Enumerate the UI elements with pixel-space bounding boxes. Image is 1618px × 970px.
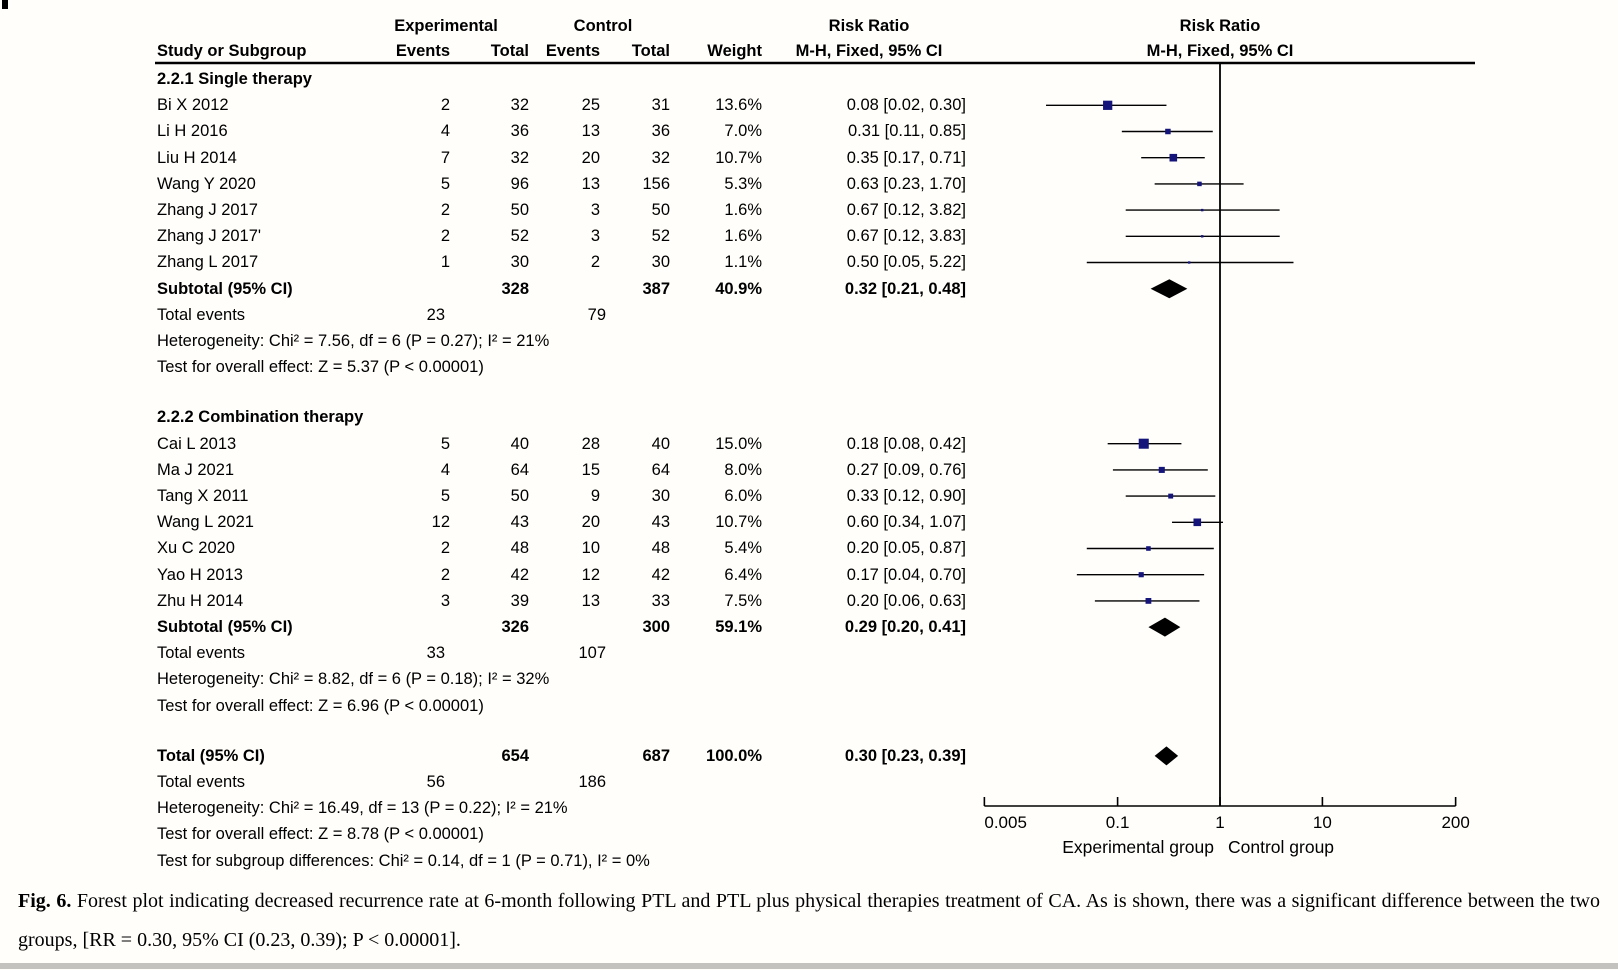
weight-value: 7.5%: [724, 591, 762, 610]
risk-ratio-ci-text: 0.20 [0.05, 0.87]: [846, 539, 966, 558]
effect-marker: [1201, 235, 1203, 237]
risk-ratio-ci-text: 0.18 [0.08, 0.42]: [846, 434, 966, 453]
ctl-events-value: 20: [581, 513, 600, 532]
risk-ratio-ci-text: 0.60 [0.34, 1.07]: [846, 513, 966, 532]
weight-value: 5.4%: [724, 539, 762, 558]
total-events-ctl: 107: [578, 644, 606, 663]
risk-ratio-header-left: Risk Ratio: [828, 17, 910, 35]
page-bottom-rule: [0, 963, 1618, 969]
x-axis-tick-label: 0.005: [984, 813, 1027, 832]
x-axis-tick-label: 0.1: [1105, 813, 1130, 832]
x-axis-tick-label: 200: [1441, 813, 1470, 832]
exp-events-value: 2: [440, 565, 450, 584]
ctl-total-value: 30: [651, 253, 670, 272]
exp-events-value: 5: [440, 487, 450, 505]
ctl-events-value: 12: [581, 565, 600, 584]
exp-events-value: 5: [440, 434, 450, 453]
method-header-left: M-H, Fixed, 95% CI: [795, 42, 943, 60]
axis-right-caption: Control group: [1228, 837, 1335, 857]
risk-ratio-ci-text: 0.31 [0.11, 0.85]: [847, 122, 966, 141]
risk-ratio-ci-text: 0.35 [0.17, 0.71]: [846, 148, 966, 167]
study-label: Wang L 2021: [157, 513, 254, 532]
study-label: Ma J 2021: [157, 460, 235, 479]
subtotal-ci-text: 0.32 [0.21, 0.48]: [844, 279, 966, 298]
ctl-events-value: 25: [581, 96, 600, 115]
effect-marker: [1197, 182, 1202, 187]
exp-total-value: 52: [510, 227, 529, 246]
ctl-total-value: 33: [651, 591, 670, 610]
heterogeneity-text: Heterogeneity: Chi² = 16.49, df = 13 (P = 0.22); I² = 21%: [157, 799, 568, 818]
ctl-events-value: 3: [590, 227, 600, 246]
exp-total-value: 64: [510, 460, 529, 479]
ctl-events-value: 28: [581, 434, 600, 453]
total-events-label: Total events: [157, 305, 246, 324]
ctl-events-value: 15: [581, 460, 600, 479]
risk-ratio-ci-text: 0.20 [0.06, 0.63]: [846, 591, 966, 610]
subgroup-heading: 2.2.2 Combination therapy: [157, 408, 364, 427]
ctl-total-value: 50: [651, 201, 670, 219]
total-events-exp: 33: [426, 644, 445, 663]
weight-value: 5.3%: [724, 174, 762, 193]
exp-events-value: 1: [440, 253, 450, 272]
exp-total-value: 39: [510, 591, 529, 610]
study-label: Li H 2016: [157, 122, 228, 141]
total-events-exp: 56: [426, 773, 445, 791]
risk-ratio-ci-text: 0.08 [0.02, 0.30]: [846, 96, 966, 115]
exp-total-value: 30: [510, 253, 529, 272]
ctl-events-value: 2: [590, 253, 600, 272]
overall-effect-text: Test for overall effect: Z = 5.37 (P < 0.00001): [157, 358, 484, 377]
weight-value: 13.6%: [715, 96, 762, 115]
exp-events-value: 3: [440, 591, 450, 610]
grand-total-weight: 100.0%: [706, 746, 762, 765]
effect-marker: [1103, 101, 1112, 110]
effect-marker: [1168, 494, 1173, 499]
total-events-ctl: 79: [587, 305, 606, 324]
effect-marker: [1170, 154, 1178, 162]
total-events-label: Total events: [157, 644, 246, 663]
study-label: Zhu H 2014: [157, 591, 244, 610]
control-group-header: Control: [573, 17, 633, 35]
weight-value: 15.0%: [715, 434, 762, 453]
ctl-total-value: 31: [651, 96, 670, 115]
total-events-ctl: 186: [578, 773, 606, 791]
ctl-events-value: 9: [590, 487, 600, 505]
ctl-events-value: 3: [590, 201, 600, 219]
exp-events-value: 7: [440, 148, 450, 167]
ctl-total-value: 48: [651, 539, 670, 558]
grand-total-ci-text: 0.30 [0.23, 0.39]: [844, 746, 966, 765]
study-column-header: Study or Subgroup: [157, 42, 307, 60]
x-axis-tick-label: 10: [1312, 813, 1332, 832]
risk-ratio-ci-text: 0.50 [0.05, 5.22]: [846, 253, 966, 272]
total-events-label: Total events: [157, 773, 246, 791]
exp-events-value: 2: [440, 96, 450, 115]
risk-ratio-header-right: Risk Ratio: [1179, 17, 1261, 35]
ctl-total-value: 52: [651, 227, 670, 246]
figure-caption: [18, 882, 1600, 960]
pooled-diamond: [1151, 279, 1188, 298]
study-label: Cai L 2013: [157, 434, 237, 453]
subtotal-label: Subtotal (95% CI): [157, 279, 293, 298]
risk-ratio-ci-text: 0.67 [0.12, 3.83]: [846, 227, 966, 246]
study-label: Bi X 2012: [157, 96, 229, 115]
risk-ratio-ci-text: 0.63 [0.23, 1.70]: [846, 174, 966, 193]
pooled-diamond: [1155, 746, 1178, 765]
risk-ratio-ci-text: 0.33 [0.12, 0.90]: [846, 487, 966, 505]
exp-total-value: 43: [510, 513, 529, 532]
weight-value: 6.0%: [724, 487, 762, 505]
study-label: Tang X 2011: [157, 487, 249, 505]
exp-total-value: 50: [510, 487, 529, 505]
ctl-total-value: 42: [651, 565, 670, 584]
ctl-events-value: 10: [581, 539, 600, 558]
exp-events-value: 12: [431, 513, 450, 532]
study-label: Zhang J 2017: [157, 201, 258, 219]
study-label: Yao H 2013: [157, 565, 243, 584]
exp-total-value: 32: [510, 96, 529, 115]
exp-total-value: 36: [510, 122, 529, 141]
x-axis-tick-label: 1: [1215, 813, 1225, 832]
exp-events-value: 2: [440, 227, 450, 246]
weight-value: 6.4%: [724, 565, 762, 584]
exp-total-value: 32: [510, 148, 529, 167]
ctl-total-value: 64: [651, 460, 670, 479]
exp-events-value: 2: [440, 201, 450, 219]
scan-artifact: [2, 0, 8, 9]
total-events-exp: 23: [426, 305, 445, 324]
exp-total-value: 48: [510, 539, 529, 558]
study-label: Zhang J 2017': [157, 227, 262, 246]
heterogeneity-text: Heterogeneity: Chi² = 8.82, df = 6 (P = 0.18); I² = 32%: [157, 670, 550, 689]
effect-marker: [1139, 572, 1144, 577]
subtotal-exp-total: 328: [501, 279, 529, 298]
subtotal-ctl-total: 387: [642, 279, 670, 298]
ctl-total-value: 40: [651, 434, 670, 453]
weight-value: 8.0%: [724, 460, 762, 479]
exp-total-value: 40: [510, 434, 529, 453]
study-label: Wang Y 2020: [157, 174, 256, 193]
overall-effect-text: Test for overall effect: Z = 6.96 (P < 0.00001): [157, 696, 484, 715]
subgroup-differences-text: Test for subgroup differences: Chi² = 0.14, df = 1 (P = 0.71), I² = 0%: [157, 851, 650, 870]
ctl-events-value: 13: [581, 122, 600, 141]
exp-events-value: 5: [440, 174, 450, 193]
ctl-total-value: 30: [651, 487, 670, 505]
heterogeneity-text: Heterogeneity: Chi² = 7.56, df = 6 (P = 0.27); I² = 21%: [157, 332, 550, 350]
ctl-total-value: 36: [651, 122, 670, 141]
effect-marker: [1193, 519, 1201, 527]
subtotal-exp-total: 326: [501, 618, 529, 636]
figure-caption-label: Fig. 6.: [18, 890, 72, 912]
risk-ratio-ci-text: 0.67 [0.12, 3.82]: [846, 201, 966, 219]
effect-marker: [1159, 467, 1165, 473]
ctl-events-value: 13: [581, 591, 600, 610]
exp-total-value: 50: [510, 201, 529, 219]
exp-events-value: 4: [440, 460, 450, 479]
effect-marker: [1139, 439, 1149, 449]
ctl-total-column-header: Total: [631, 42, 670, 60]
exp-total-column-header: Total: [490, 42, 529, 60]
axis-left-caption: Experimental group: [1062, 837, 1214, 857]
weight-value: 1.1%: [724, 253, 762, 272]
method-header-right: M-H, Fixed, 95% CI: [1146, 42, 1294, 60]
ctl-events-value: 20: [581, 148, 600, 167]
ctl-total-value: 156: [642, 174, 670, 193]
effect-marker: [1146, 598, 1152, 604]
effect-marker: [1201, 209, 1203, 211]
weight-value: 7.0%: [724, 122, 762, 141]
risk-ratio-ci-text: 0.17 [0.04, 0.70]: [846, 565, 966, 584]
weight-value: 10.7%: [715, 513, 762, 532]
risk-ratio-ci-text: 0.27 [0.09, 0.76]: [846, 460, 966, 479]
subgroup-heading: 2.2.1 Single therapy: [157, 70, 312, 88]
weight-value: 1.6%: [724, 201, 762, 219]
grand-total-label: Total (95% CI): [157, 746, 265, 765]
study-label: Zhang L 2017: [157, 253, 259, 272]
ctl-total-value: 32: [651, 148, 670, 167]
study-label: Liu H 2014: [157, 148, 237, 167]
subtotal-weight: 59.1%: [715, 618, 762, 636]
grand-total-exp-total: 654: [501, 746, 529, 765]
weight-column-header: Weight: [707, 42, 762, 60]
experimental-group-header: Experimental: [394, 17, 498, 35]
pooled-diamond: [1148, 618, 1180, 637]
overall-effect-text: Test for overall effect: Z = 8.78 (P < 0.00001): [157, 825, 484, 844]
subtotal-ctl-total: 300: [642, 618, 670, 636]
subtotal-weight: 40.9%: [715, 279, 762, 298]
exp-events-column-header: Events: [395, 42, 450, 60]
weight-value: 10.7%: [715, 148, 762, 167]
exp-events-value: 4: [440, 122, 450, 141]
ctl-total-value: 43: [651, 513, 670, 532]
weight-value: 1.6%: [724, 227, 762, 246]
effect-marker: [1165, 129, 1170, 134]
subtotal-ci-text: 0.29 [0.20, 0.41]: [844, 618, 966, 636]
exp-events-value: 2: [440, 539, 450, 558]
effect-marker: [1188, 261, 1190, 263]
ctl-events-value: 13: [581, 174, 600, 193]
subtotal-label: Subtotal (95% CI): [157, 618, 293, 636]
study-label: Xu C 2020: [157, 539, 235, 558]
figure-caption-text: Forest plot indicating decreased recurrence rate at 6-month following PTL and PTL plus physical therapies treatment of CA. As is shown, there was a significant difference between the two groups, [RR = 0.30, 95% CI (0.23, 0.39); P < 0.00001].: [18, 890, 1601, 951]
exp-total-value: 42: [510, 565, 529, 584]
exp-total-value: 96: [510, 174, 529, 193]
grand-total-ctl-total: 687: [642, 746, 670, 765]
effect-marker: [1146, 546, 1151, 551]
ctl-events-column-header: Events: [545, 42, 600, 60]
